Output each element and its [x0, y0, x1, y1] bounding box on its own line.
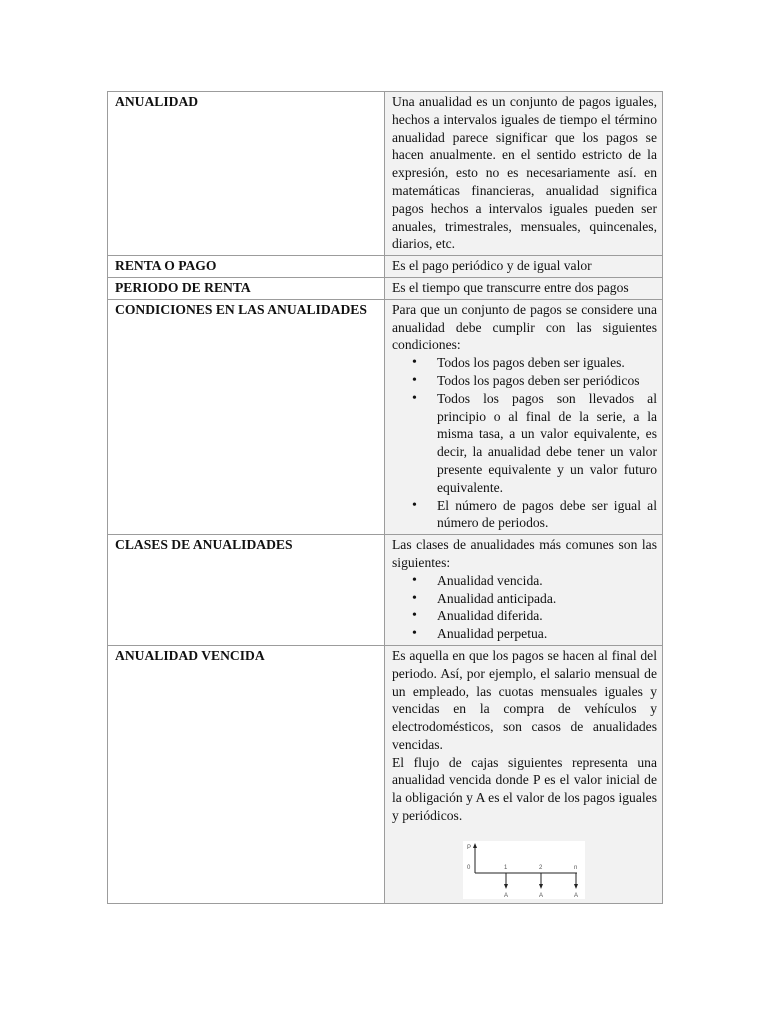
classes-list [392, 572, 657, 643]
definition-cell [385, 299, 663, 534]
definition-intro: Para que un conjunto de pagos se considere una anualidad debe cumplir con las siguientes condiciones: [392, 301, 657, 353]
definition-text: Es el pago periódico y de igual valor [392, 258, 592, 274]
period-label: n [574, 864, 578, 871]
list-item: • Anualidad perpetua. [412, 625, 657, 643]
payment-label: A [574, 892, 579, 899]
table-row [108, 645, 663, 903]
payment-label: A [539, 892, 544, 899]
term-cell: ANUALIDAD VENCIDA [108, 645, 385, 903]
definition-cell [385, 256, 663, 278]
definition-cell [385, 277, 663, 299]
present-value-label: P [467, 844, 472, 851]
table-row [108, 92, 663, 256]
list-item: • Todos los pagos son llevados al principio o al final de la serie, a la misma tasa, a un valor equivalente, es decir, la anualidad debe tener un valor presente equivalente y un valor futuro equivalente. [412, 390, 657, 497]
table-row [108, 535, 663, 646]
list-item: • Anualidad vencida. [412, 572, 657, 590]
list-item: • Anualidad anticipada. [412, 590, 657, 608]
definition-cell [385, 645, 663, 903]
term-cell: RENTA O PAGO [108, 256, 385, 278]
definition-intro: Las clases de anualidades más comunes son las siguientes: [392, 537, 657, 570]
table-row [108, 256, 663, 278]
term-cell: ANUALIDAD [108, 92, 385, 256]
payment-label: A [504, 892, 509, 899]
cash-flow-diagram [463, 841, 585, 899]
table-row [108, 277, 663, 299]
period-label: 2 [539, 864, 543, 871]
table-row [108, 299, 663, 534]
term-cell: PERIODO DE RENTA [108, 277, 385, 299]
term-cell: CLASES DE ANUALIDADES [108, 535, 385, 646]
definition-paragraph: El flujo de cajas siguientes representa una anualidad vencida donde P es el valor inicial de la obligación y A es el valor de los pagos iguales y periódicos. [392, 754, 657, 824]
annuity-definitions-table [107, 91, 663, 904]
list-item: • Todos los pagos deben ser iguales. [412, 354, 657, 372]
conditions-list [392, 354, 657, 532]
list-item: • Todos los pagos deben ser periódicos [412, 372, 657, 390]
period-label: 0 [467, 864, 471, 871]
definition-cell [385, 535, 663, 646]
period-label: 1 [504, 864, 508, 871]
definition-text: Una anualidad es un conjunto de pagos iguales, hechos a intervalos iguales de tiempo el término anualidad parece significar que los pagos se hacen anualmente. en el sentido estricto de la expresión, esto no es necesariamente así. en matemáticas financieras, anualidad significa pagos hechos a intervalos iguales pueden ser anuales, trimestrales, mensuales, quincenales, diarios, etc. [392, 94, 657, 252]
definition-cell [385, 92, 663, 256]
list-item: • El número de pagos debe ser igual al número de periodos. [412, 497, 657, 533]
term-cell: CONDICIONES EN LAS ANUALIDADES [108, 299, 385, 534]
definition-paragraph: Es aquella en que los pagos se hacen al final del periodo. Así, por ejemplo, el salario mensual de un empleado, las cuotas mensuales iguales y vencidas en la compra de vehículos y electrodomésticos, son casos de anualidades vencidas. [392, 647, 657, 752]
definition-text: Es el tiempo que transcurre entre dos pagos [392, 279, 629, 295]
list-item: • Anualidad diferida. [412, 607, 657, 625]
